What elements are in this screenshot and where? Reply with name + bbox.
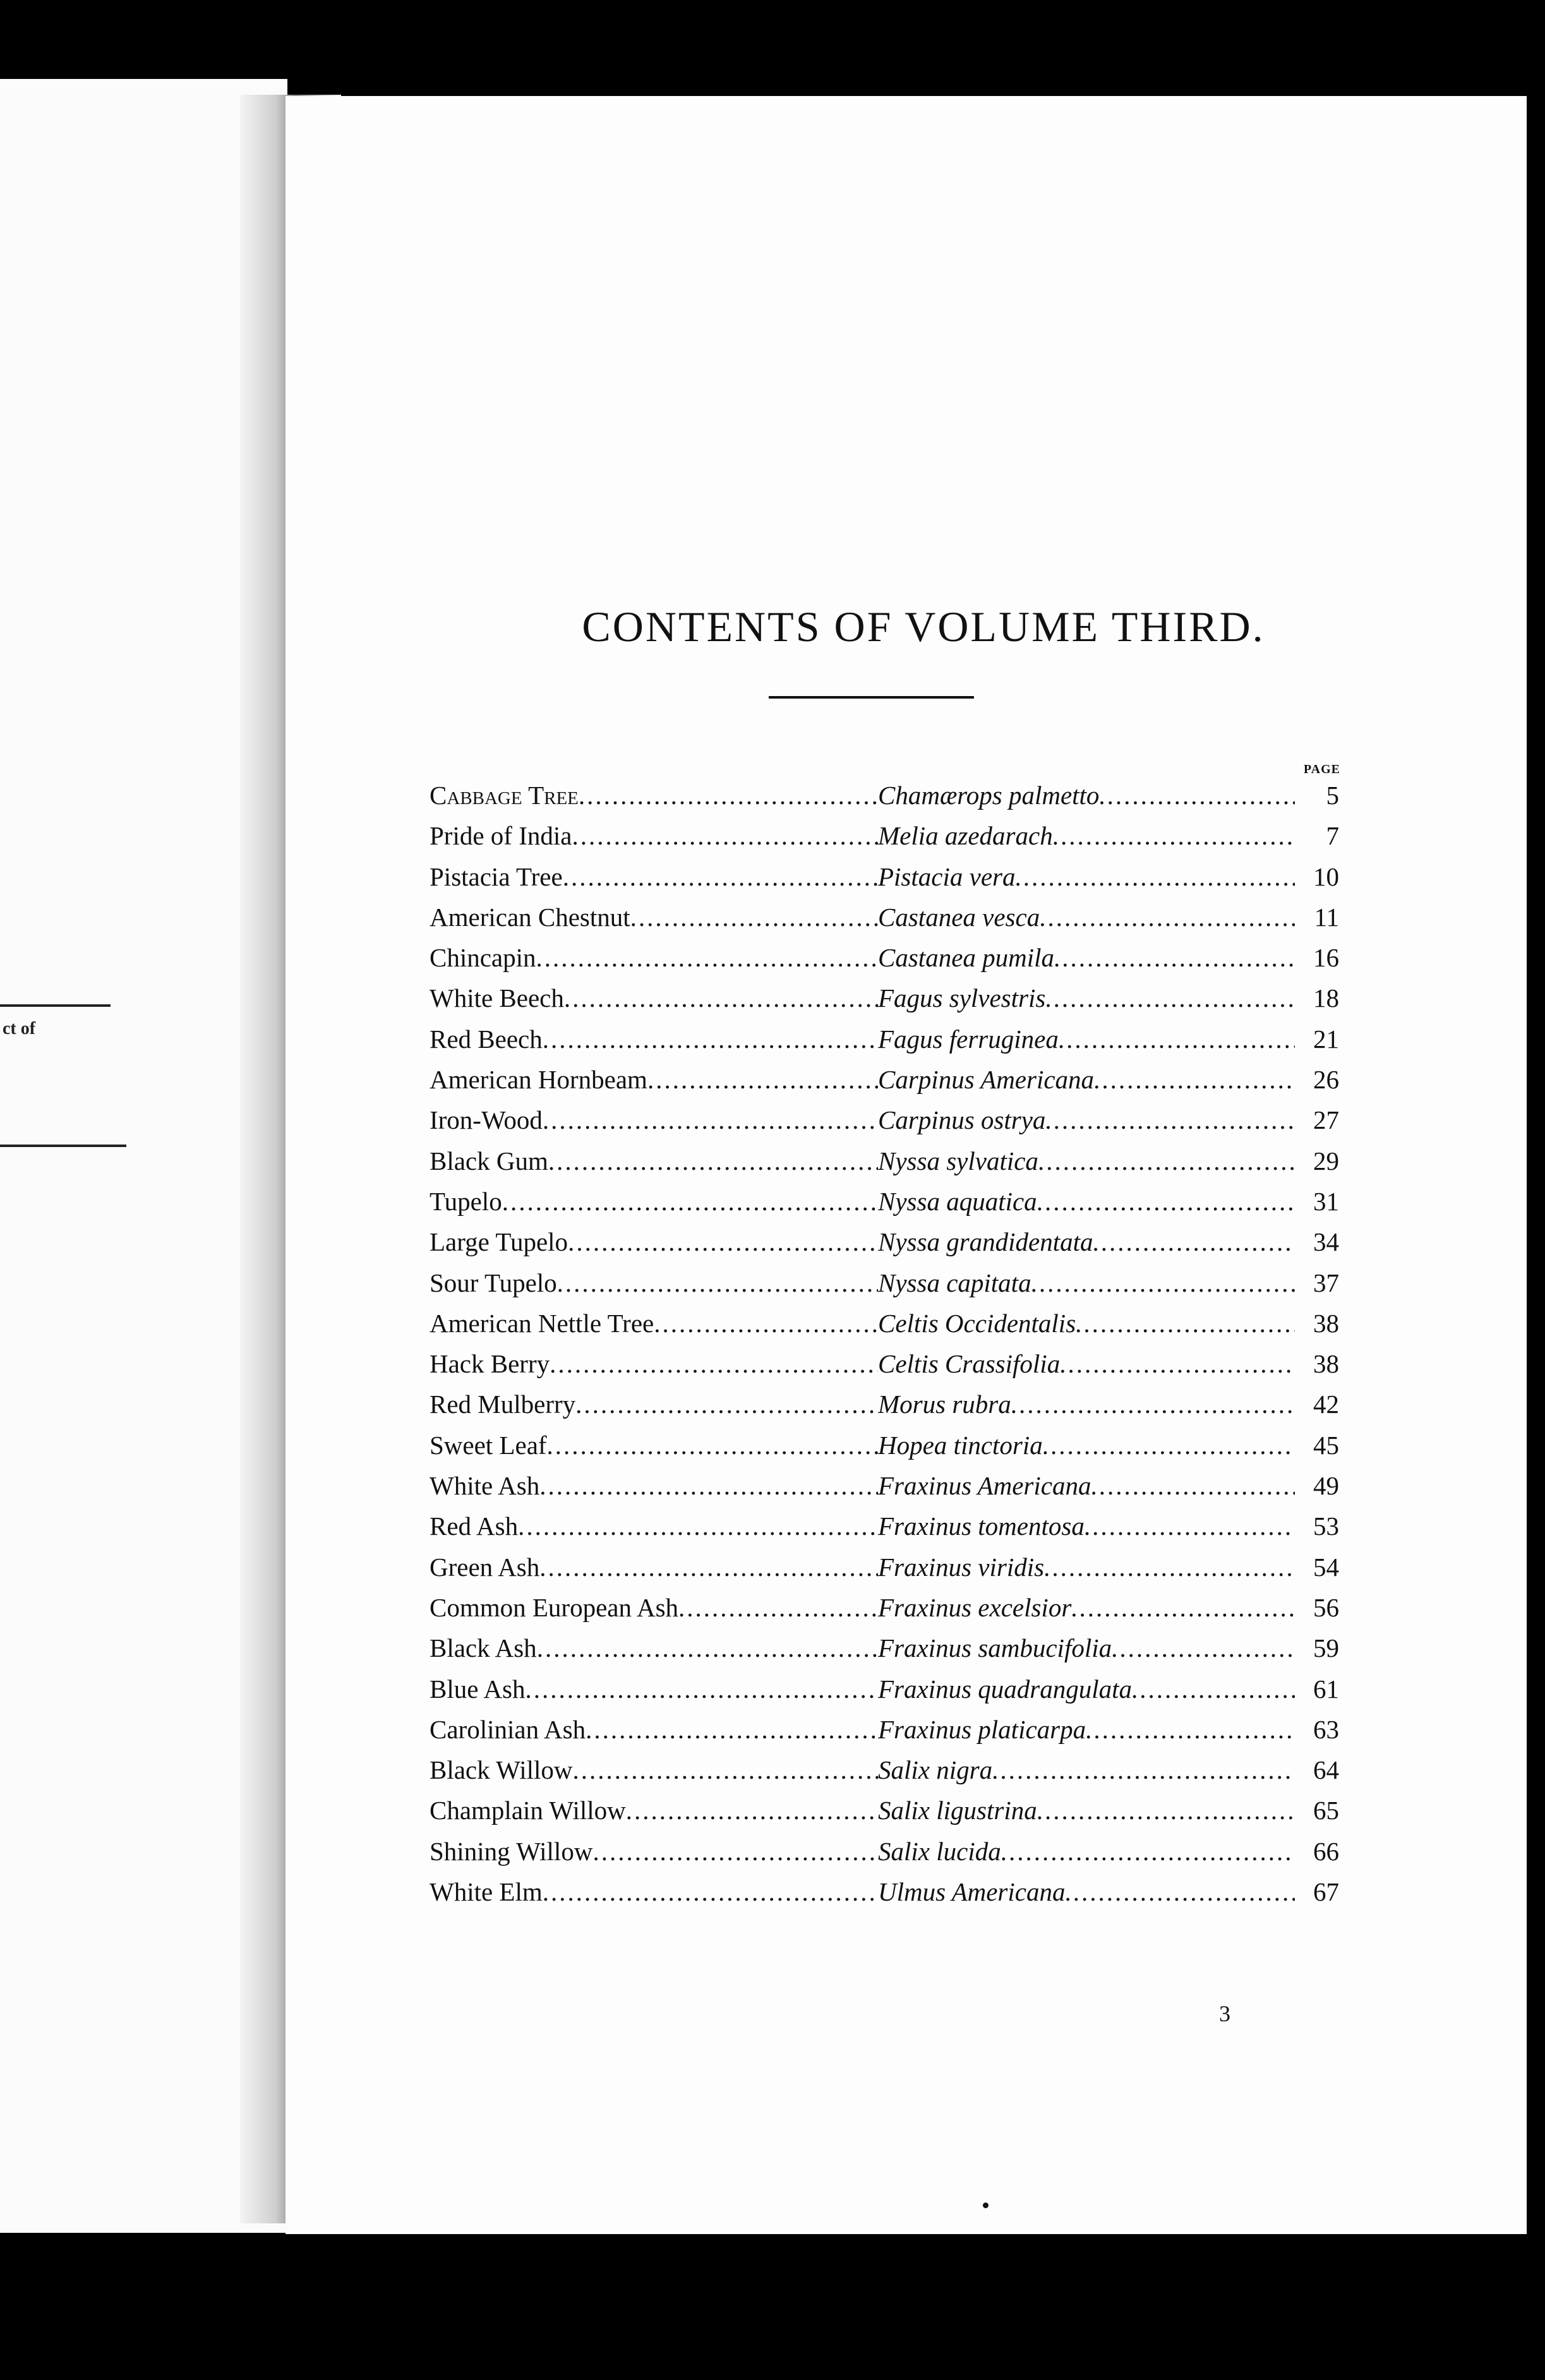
- common-name-cell: [430, 937, 878, 978]
- dot-leader: [1065, 1872, 1295, 1912]
- common-name: Iron-Wood: [430, 1105, 543, 1135]
- latin-name: Carpinus Americana: [878, 1065, 1095, 1095]
- common-name-cell: [430, 775, 878, 815]
- page-number: 42: [1313, 1390, 1339, 1419]
- common-name: Large Tupelo: [430, 1227, 568, 1257]
- latin-name: Fraxinus Americana: [878, 1471, 1091, 1501]
- contents-entry: [430, 856, 1339, 897]
- latin-name-cell: [878, 1790, 1295, 1830]
- common-name: Blue Ash: [430, 1674, 526, 1704]
- common-name: Tupelo: [430, 1186, 502, 1216]
- dot-leader: [1094, 1059, 1295, 1100]
- common-name-cell: [430, 1425, 878, 1465]
- latin-name: Chamærops palmetto: [878, 781, 1100, 810]
- latin-name-cell: [878, 815, 1295, 856]
- common-name: Chincapin: [430, 943, 536, 973]
- dot-leader: [575, 1384, 878, 1424]
- title-rule: [769, 696, 974, 699]
- latin-name-cell: [878, 1506, 1295, 1546]
- latin-name-cell: [878, 1425, 1295, 1465]
- common-name-cell: [430, 1059, 878, 1100]
- dot-leader: [572, 1750, 878, 1790]
- page-number: 38: [1313, 1349, 1339, 1379]
- common-name-cell: [430, 978, 878, 1018]
- page-number: 27: [1313, 1105, 1339, 1135]
- dot-leader: [1038, 1141, 1295, 1181]
- dot-leader: [1011, 1384, 1295, 1424]
- common-name-cell: [430, 1872, 878, 1912]
- common-name-cell: [430, 1790, 878, 1830]
- page-number: 18: [1313, 983, 1339, 1013]
- latin-name-cell: [878, 1547, 1295, 1587]
- page-column-heading: PAGE: [1303, 762, 1340, 776]
- common-name-cell: [430, 1465, 878, 1506]
- common-name-cell: [430, 1750, 878, 1790]
- common-name: Pride of India: [430, 821, 572, 851]
- dot-leader: [1091, 1465, 1295, 1506]
- contents-entry: [430, 1425, 1339, 1465]
- page-number: 53: [1313, 1512, 1339, 1541]
- dot-leader: [647, 1059, 878, 1100]
- common-name: Sour Tupelo: [430, 1268, 557, 1297]
- dot-leader: [654, 1303, 878, 1343]
- ink-dot: [983, 2203, 989, 2208]
- latin-name: Fraxinus tomentosa: [878, 1512, 1085, 1541]
- common-name-cell: [430, 1669, 878, 1709]
- latin-name: Carpinus ostrya: [878, 1105, 1046, 1135]
- contents-entry: [430, 897, 1339, 937]
- contents-entry: [430, 775, 1339, 815]
- latin-name-cell: [878, 1222, 1295, 1262]
- page-number: 63: [1313, 1714, 1339, 1744]
- page-number: 34: [1313, 1227, 1339, 1257]
- latin-name-cell: [878, 1587, 1295, 1628]
- contents-entry: [430, 1263, 1339, 1303]
- common-name-cell: [430, 1303, 878, 1343]
- latin-name-cell: [878, 1465, 1295, 1506]
- contents-entry: [430, 1790, 1339, 1830]
- latin-name-cell: [878, 1181, 1295, 1222]
- page-title: CONTENTS OF VOLUME THIRD.: [582, 602, 1265, 651]
- contents-list: [430, 775, 1339, 1912]
- latin-name: Fraxinus excelsior: [878, 1592, 1072, 1622]
- dot-leader: [1031, 1263, 1295, 1303]
- page-number: 26: [1313, 1065, 1339, 1095]
- dot-leader: [992, 1750, 1295, 1790]
- common-name: Black Gum: [430, 1146, 548, 1175]
- common-name-cell: [430, 1019, 878, 1059]
- contents-entry: [430, 1750, 1339, 1790]
- common-name: Red Beech: [430, 1024, 543, 1054]
- common-name-cell: [430, 897, 878, 937]
- latin-name-cell: [878, 1709, 1295, 1750]
- dot-leader: [1054, 937, 1295, 978]
- dot-leader: [536, 937, 878, 978]
- dot-leader: [526, 1669, 879, 1709]
- contents-entry: [430, 1587, 1339, 1628]
- common-name: White Elm: [430, 1877, 543, 1907]
- latin-name-cell: [878, 1141, 1295, 1181]
- common-name-cell: [430, 1384, 878, 1424]
- latin-name: Celtis Occidentalis: [878, 1308, 1076, 1338]
- dot-leader: [1099, 775, 1295, 815]
- common-name: Sweet Leaf: [430, 1430, 547, 1460]
- dot-leader: [1112, 1628, 1295, 1668]
- common-name-cell: [430, 1506, 878, 1546]
- latin-name: Nyssa aquatica: [878, 1186, 1037, 1216]
- common-name-cell: [430, 1181, 878, 1222]
- left-page-rule-top: [0, 1004, 111, 1007]
- dot-leader: [548, 1141, 878, 1181]
- common-name-cell: [430, 1263, 878, 1303]
- dot-leader: [1076, 1303, 1295, 1343]
- left-page-fragment: ct of: [3, 1019, 36, 1038]
- latin-name: Castanea vesca: [878, 902, 1040, 932]
- dot-leader: [1045, 978, 1295, 1018]
- dot-leader: [678, 1587, 878, 1628]
- latin-name-cell: [878, 1750, 1295, 1790]
- latin-name: Salix lucida: [878, 1836, 1001, 1866]
- common-name: Black Willow: [430, 1755, 573, 1785]
- latin-name-cell: [878, 1059, 1295, 1100]
- dot-leader: [1086, 1709, 1295, 1750]
- common-name: White Beech: [430, 983, 564, 1013]
- latin-name: Fagus ferruginea: [878, 1024, 1059, 1054]
- latin-name-cell: [878, 1263, 1295, 1303]
- common-name-cell: [430, 1100, 878, 1140]
- latin-name-cell: [878, 897, 1295, 937]
- dot-leader: [1044, 1547, 1295, 1587]
- dot-leader: [539, 1465, 878, 1506]
- common-name: American Hornbeam: [430, 1065, 647, 1095]
- latin-name: Salix ligustrina: [878, 1796, 1037, 1825]
- page-number: 49: [1313, 1471, 1339, 1501]
- common-name: American Nettle Tree: [430, 1308, 654, 1338]
- common-name: Black Ash: [430, 1633, 537, 1663]
- dot-leader: [539, 1547, 878, 1587]
- dot-leader: [572, 815, 878, 856]
- dot-leader: [502, 1181, 878, 1222]
- dot-leader: [1059, 1019, 1295, 1059]
- contents-entry: [430, 815, 1339, 856]
- dot-leader: [1071, 1587, 1295, 1628]
- contents-entry: [430, 1547, 1339, 1587]
- contents-entry: [430, 1222, 1339, 1262]
- contents-entry: [430, 1384, 1339, 1424]
- contents-entry: [430, 1019, 1339, 1059]
- dot-leader: [518, 1506, 878, 1546]
- common-name: Green Ash: [430, 1552, 540, 1582]
- dot-leader: [543, 1019, 878, 1059]
- common-name-cell: [430, 815, 878, 856]
- contents-entry: [430, 1506, 1339, 1546]
- dot-leader: [537, 1628, 878, 1668]
- dot-leader: [564, 978, 878, 1018]
- folio: 3: [1219, 2001, 1230, 2026]
- contents-entry: [430, 1181, 1339, 1222]
- page-number: 56: [1313, 1592, 1339, 1622]
- common-name: Carolinian Ash: [430, 1714, 586, 1744]
- dot-leader: [1085, 1506, 1295, 1546]
- latin-name-cell: [878, 1872, 1295, 1912]
- latin-name: Melia azedarach: [878, 821, 1053, 851]
- dot-leader: [1001, 1831, 1295, 1872]
- latin-name: Hopea tinctoria: [878, 1430, 1043, 1460]
- right-page: [286, 96, 1527, 2234]
- page-number: 66: [1313, 1836, 1339, 1866]
- latin-name-cell: [878, 1100, 1295, 1140]
- latin-name: Fraxinus quadrangulata: [878, 1674, 1133, 1704]
- dot-leader: [1053, 815, 1295, 856]
- latin-name: Salix nigra: [878, 1755, 993, 1785]
- latin-name: Ulmus Americana: [878, 1877, 1066, 1907]
- latin-name-cell: [878, 1019, 1295, 1059]
- dot-leader: [1043, 1425, 1295, 1465]
- page-number: 11: [1314, 902, 1339, 932]
- dot-leader: [579, 775, 878, 815]
- latin-name-cell: [878, 1343, 1295, 1384]
- page-number: 31: [1313, 1186, 1339, 1216]
- dot-leader: [543, 1100, 878, 1140]
- dot-leader: [1060, 1343, 1295, 1384]
- common-name: Hack Berry: [430, 1349, 550, 1379]
- page-number: 54: [1313, 1552, 1339, 1582]
- common-name-cell: [430, 856, 878, 897]
- page-number: 45: [1313, 1430, 1339, 1460]
- contents-entry: [430, 1831, 1339, 1872]
- page-number: 59: [1313, 1633, 1339, 1663]
- contents-entry: [430, 1709, 1339, 1750]
- latin-name: Nyssa grandidentata: [878, 1227, 1093, 1257]
- page-number: 61: [1313, 1674, 1339, 1704]
- page-number: 16: [1313, 943, 1339, 973]
- dot-leader: [1045, 1100, 1295, 1140]
- common-name-cell: [430, 1587, 878, 1628]
- latin-name: Morus rubra: [878, 1390, 1011, 1419]
- common-name: Cabbage Tree: [430, 781, 579, 810]
- latin-name-cell: [878, 1628, 1295, 1668]
- dot-leader: [1037, 1181, 1295, 1222]
- latin-name-cell: [878, 1831, 1295, 1872]
- contents-entry: [430, 1343, 1339, 1384]
- common-name: White Ash: [430, 1471, 540, 1501]
- dot-leader: [1015, 856, 1295, 897]
- page-number: 67: [1313, 1877, 1339, 1907]
- left-page-rule-bottom: [0, 1145, 126, 1147]
- latin-name-cell: [878, 937, 1295, 978]
- dot-leader: [592, 1831, 878, 1872]
- latin-name: Castanea pumila: [878, 943, 1055, 973]
- page-number: 7: [1326, 821, 1339, 851]
- latin-name-cell: [878, 1303, 1295, 1343]
- common-name-cell: [430, 1831, 878, 1872]
- contents-entry: [430, 1628, 1339, 1668]
- common-name: Red Ash: [430, 1512, 519, 1541]
- latin-name: Fraxinus platicarpa: [878, 1714, 1086, 1744]
- latin-name: Celtis Crassifolia: [878, 1349, 1061, 1379]
- dot-leader: [557, 1263, 878, 1303]
- latin-name: Nyssa sylvatica: [878, 1146, 1038, 1175]
- page-number: 29: [1313, 1146, 1339, 1175]
- latin-name-cell: [878, 856, 1295, 897]
- dot-leader: [1093, 1222, 1295, 1262]
- common-name: Pistacia Tree: [430, 862, 563, 891]
- page-number: 21: [1313, 1024, 1339, 1054]
- contents-entry: [430, 978, 1339, 1018]
- contents-entry: [430, 937, 1339, 978]
- page-number: 10: [1313, 862, 1339, 891]
- common-name-cell: [430, 1547, 878, 1587]
- dot-leader: [630, 897, 878, 937]
- common-name-cell: [430, 1141, 878, 1181]
- dot-leader: [1132, 1669, 1295, 1709]
- contents-entry: [430, 1100, 1339, 1140]
- contents-entry: [430, 1465, 1339, 1506]
- page-number: 38: [1313, 1308, 1339, 1338]
- dot-leader: [626, 1790, 878, 1830]
- latin-name-cell: [878, 1669, 1295, 1709]
- common-name: American Chestnut: [430, 902, 630, 932]
- common-name: Champlain Willow: [430, 1796, 626, 1825]
- contents-entry: [430, 1059, 1339, 1100]
- common-name: Common European Ash: [430, 1592, 679, 1622]
- page-number: 5: [1326, 781, 1339, 810]
- contents-entry: [430, 1872, 1339, 1912]
- dot-leader: [1037, 1790, 1295, 1830]
- latin-name: Fraxinus viridis: [878, 1552, 1045, 1582]
- dot-leader: [563, 856, 878, 897]
- page-number: 64: [1313, 1755, 1339, 1785]
- dot-leader: [1040, 897, 1295, 937]
- dot-leader: [550, 1343, 878, 1384]
- latin-name: Fraxinus sambucifolia: [878, 1633, 1112, 1663]
- common-name-cell: [430, 1709, 878, 1750]
- dot-leader: [586, 1709, 878, 1750]
- contents-entry: [430, 1669, 1339, 1709]
- latin-name-cell: [878, 775, 1295, 815]
- latin-name: Pistacia vera: [878, 862, 1016, 891]
- common-name: Shining Willow: [430, 1836, 593, 1866]
- dot-leader: [543, 1872, 878, 1912]
- common-name-cell: [430, 1222, 878, 1262]
- latin-name: Fagus sylvestris: [878, 983, 1046, 1013]
- page-number: 65: [1313, 1796, 1339, 1825]
- latin-name: Nyssa capitata: [878, 1268, 1031, 1297]
- contents-entry: [430, 1141, 1339, 1181]
- dot-leader: [547, 1425, 878, 1465]
- contents-entry: [430, 1303, 1339, 1343]
- common-name-cell: [430, 1343, 878, 1384]
- common-name-cell: [430, 1628, 878, 1668]
- latin-name-cell: [878, 978, 1295, 1018]
- page-number: 37: [1313, 1268, 1339, 1297]
- latin-name-cell: [878, 1384, 1295, 1424]
- dot-leader: [568, 1222, 878, 1262]
- common-name: Red Mulberry: [430, 1390, 576, 1419]
